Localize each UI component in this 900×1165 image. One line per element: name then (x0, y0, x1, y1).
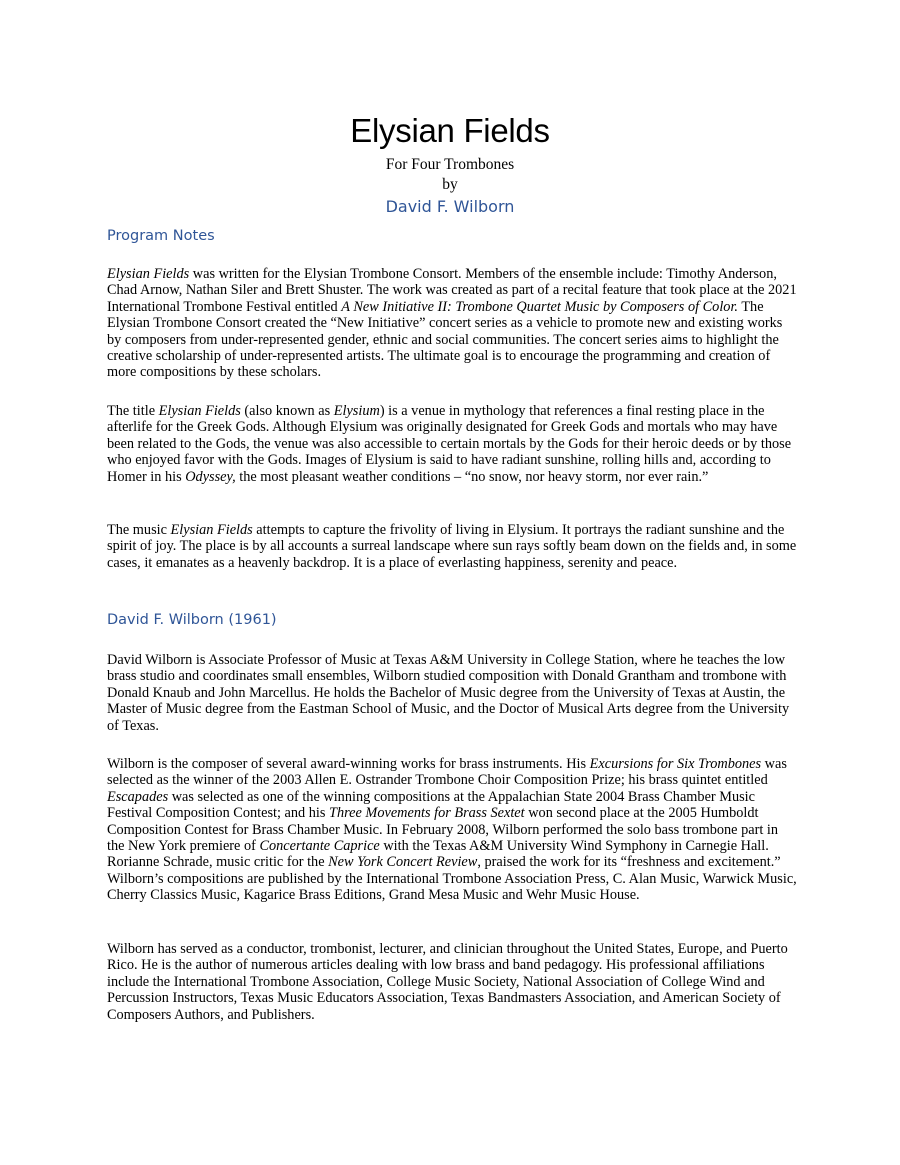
page-title: Elysian Fields (350, 112, 550, 149)
text-run: Wilborn has served as a conductor, trombonist, lecturer, and clinician throughout the United States, Europe, and Puerto Rico. He is the author of numerous articles dealing with low brass and band pedagogy. His professional affiliations include the International Trombone Association, College Music Society, National Association of College Wind and Percussion Instructors, Texas Music Educators Association, Texas Bandmasters Association, and American Society of Composers Authors, and Publishers. (107, 941, 788, 1023)
text-run: the most pleasant weather conditions – “no snow, nor heavy storm, nor ever rain.” (235, 468, 709, 485)
italic-text-run: Excursions for Six Trombones (589, 756, 762, 772)
italic-text-run: Concertante Caprice (259, 838, 380, 855)
text-run: was selected as the winner of the 2003 Allen E. Ostrander Trombone Choir Composition Prize; his brass quintet entitled (107, 756, 787, 789)
text-run: The title (107, 403, 159, 419)
italic-text-run: Elysian Fields (158, 403, 241, 419)
bio-paragraph-3 (107, 941, 797, 1023)
text-run: with the Texas A&M University Wind Symphony in Carnegie Hall. Rorianne Schrade, music critic for the (107, 838, 769, 871)
by-line: by (442, 176, 458, 193)
italic-text-run: Elysium (333, 403, 380, 419)
bio-paragraph-2 (107, 756, 797, 904)
text-run: David Wilborn is Associate Professor of Music at Texas A&M University in College Station, where he teaches the low brass studio and coordinates small ensembles, Wilborn studied composition with Donald Grantham and trombone with Donald Knaub and John Marcellus. He holds the Bachelor of Music degree from the University of Texas at Austin, the Master of Music degree from the Eastman School of Music, and the Doctor of Musical Arts degree from the University of Texas. (107, 652, 790, 734)
italic-text-run: Elysian Fields (170, 522, 253, 538)
text-run: was written for the Elysian Trombone Consort. Members of the ensemble include: Timothy Anderson, Chad Arnow, Nathan Siler and Brett Shuster. The work was created as part of a recital feature that took place at the 2021 International Trombone Festival entitled (107, 266, 797, 315)
italic-text-run: Escapades (107, 788, 169, 805)
text-run: was selected as one of the winning compositions at the Appalachian State 2004 Brass Chamber Music Festival Composition Contest; and his (107, 788, 755, 822)
text-run: won second place at the 2005 Humboldt Composition Contest for Brass Chamber Music. In February 2008, Wilborn performed the solo bass trombone part in the New York premiere of (107, 805, 779, 855)
bio-heading: David F. Wilborn (1961) (107, 612, 277, 628)
page-subtitle: For Four Trombones (385, 156, 515, 173)
program-notes-heading: Program Notes (107, 228, 215, 244)
composer-name: David F. Wilborn (385, 197, 515, 216)
italic-text-run: A New Initiative II: Trombone Quartet Music by Composers of Color. (341, 298, 738, 315)
text-run: (also known as (240, 403, 334, 419)
program-notes-paragraph-2 (107, 403, 797, 485)
text-run: ) is a venue in mythology that references a final resting place in the afterlife for the Greek Gods. Although Elysium was originally designated for Greek Gods and mortals who may have been related to the Gods, the venue was also accessible to certain mortals by the Gods for their heroic deeds or by those who enjoyed favor with the Gods. Images of Elysium is said to have radiant sunshine, rolling hills and, according to Homer in his (107, 403, 792, 485)
text-run: , praised the work for its “freshness and excitement.” Wilborn’s compositions are published by the International Trombone Association Press, C. Alan Music, Warwick Music, Cherry Classics Music, Kagarice Brass Editions, Grand Mesa Music and Wehr Music House. (107, 854, 797, 904)
text-run: The music (107, 522, 171, 538)
program-notes-paragraph-1 (107, 266, 797, 381)
text-run: attempts to capture the frivolity of living in Elysium. It portrays the radiant sunshine and the spirit of joy. The place is by all accounts a surreal landscape where sun rays softly beam down on the fields and, in some cases, it emanates as a heavenly backdrop. It is a place of everlasting happiness, serenity and peace. (107, 522, 797, 571)
italic-text-run: Three Movements for Brass Sextet (329, 805, 525, 822)
text-run: Wilborn is the composer of several award-winning works for brass instruments. His (107, 756, 590, 772)
italic-text-run: Odyssey, (185, 468, 236, 485)
program-notes-paragraph-3 (107, 522, 797, 571)
italic-text-run: New York Concert Review (328, 854, 478, 871)
italic-text-run: Elysian Fields (107, 266, 190, 282)
bio-paragraph-1 (107, 652, 797, 734)
text-run: The Elysian Trombone Consort created the “New Initiative” concert series as a vehicle to promote new and existing works by composers from under-represented gender, ethnic and social communities. The concert series aims to highlight the creative scholarship of under-represented artists. The ultimate goal is to encourage the programming and creation of more compositions by these scholars. (107, 298, 783, 381)
